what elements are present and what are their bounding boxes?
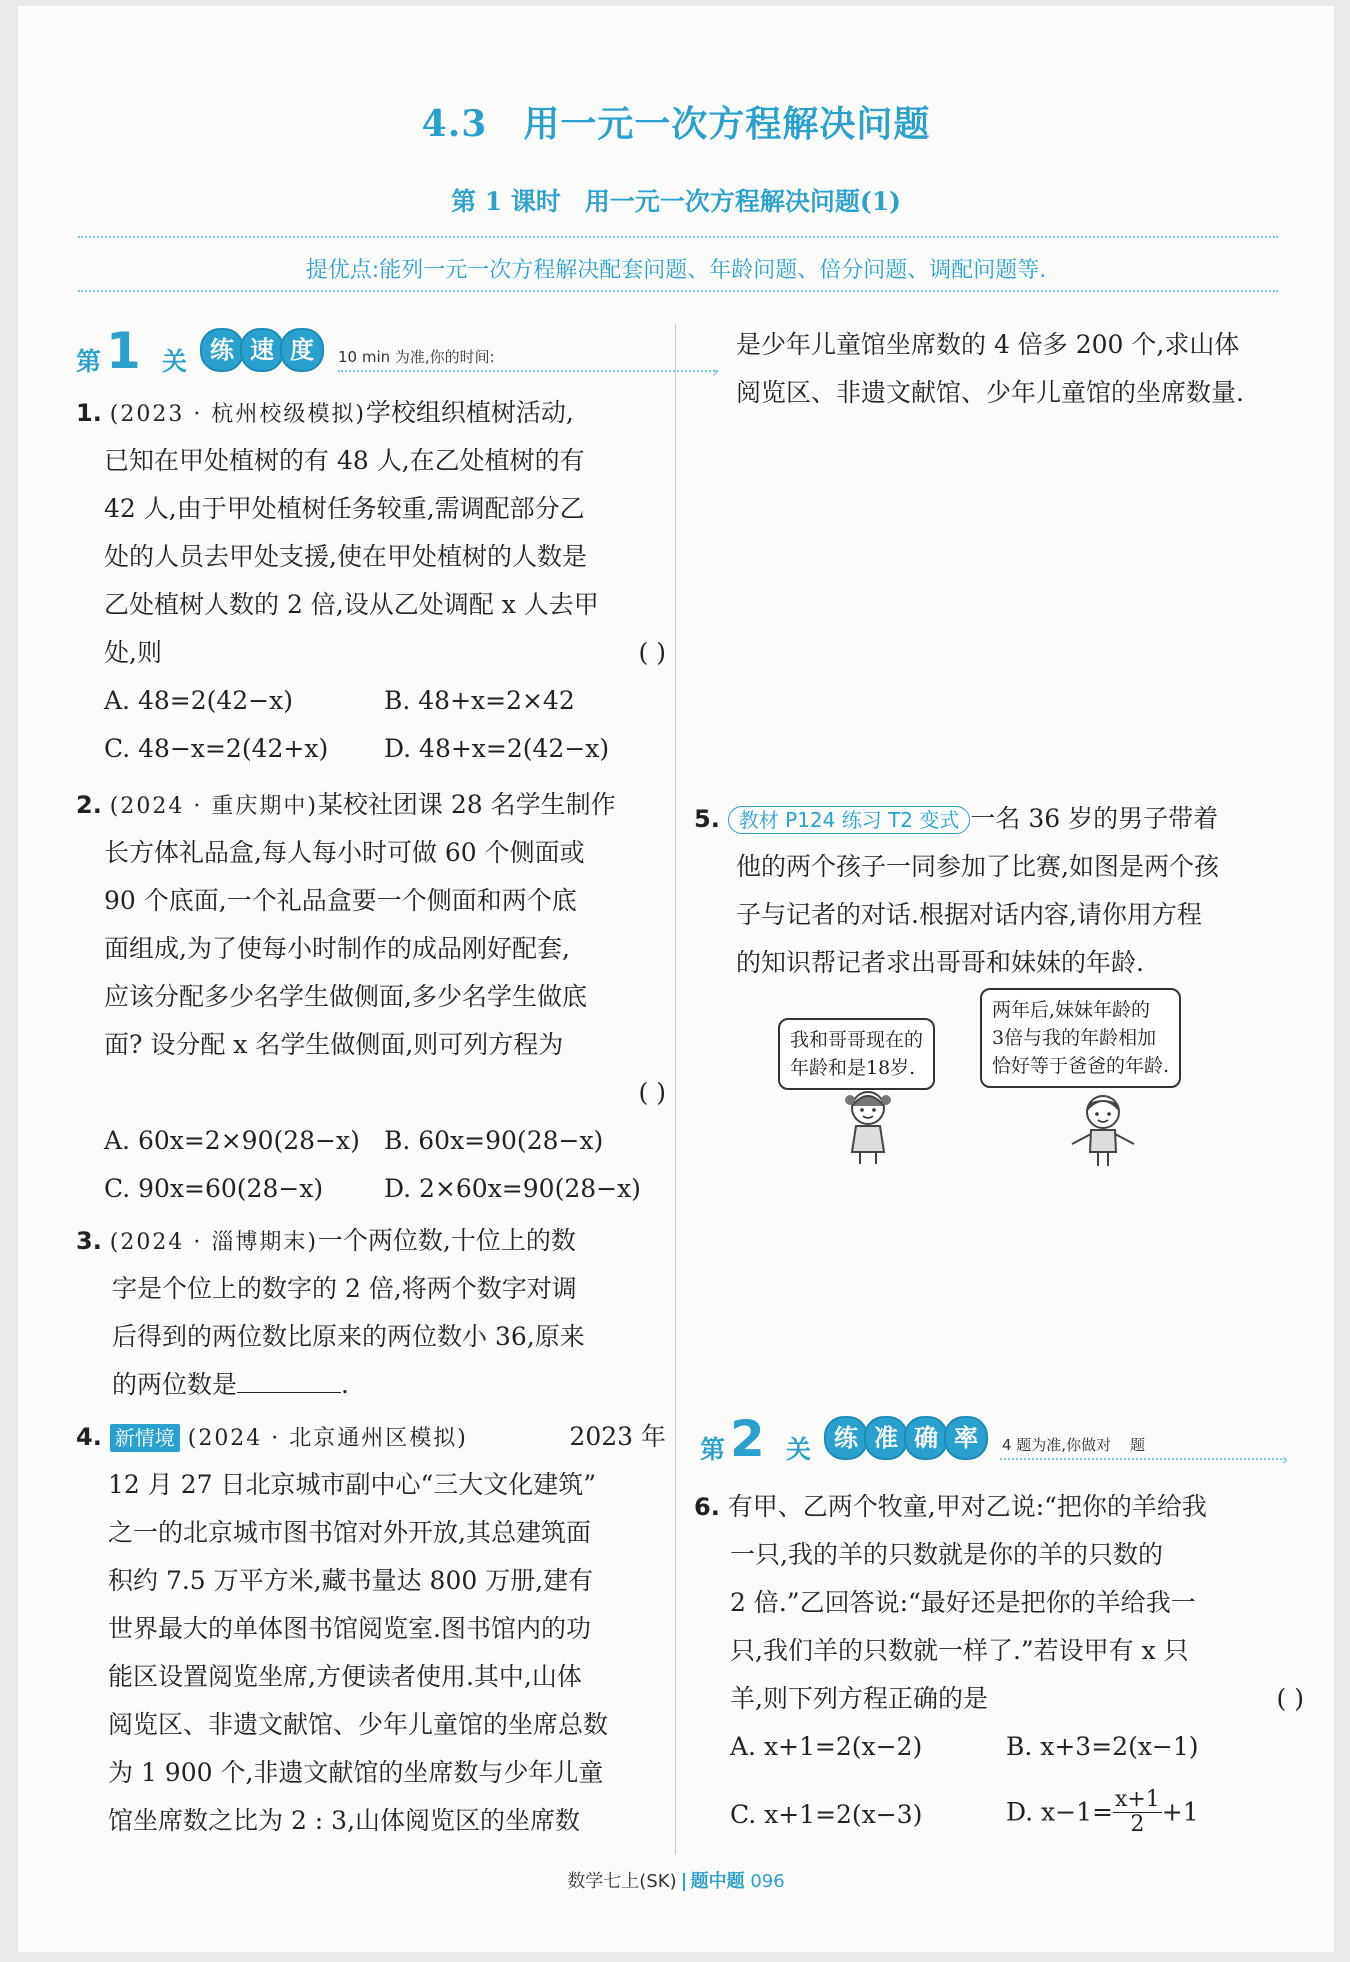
option-a: A. x+1=2(x−2) bbox=[730, 1732, 923, 1761]
question-text: 能区设置阅览坐席,方便读者使用.其中,山体 bbox=[108, 1662, 582, 1691]
series-name: 题中题 bbox=[690, 1871, 745, 1892]
question-text: 面? 设分配 x 名学生做侧面,则可列方程为 bbox=[104, 1030, 564, 1059]
question-4-continued bbox=[736, 330, 1316, 426]
question-text: 他的两个孩子一同参加了比赛,如图是两个孩 bbox=[736, 852, 1219, 881]
question-2 bbox=[76, 790, 666, 1222]
question-number: 3. bbox=[76, 1227, 102, 1255]
question-text: 阅览区、非遗文献馆、少年儿童馆的坐席数量. bbox=[736, 378, 1244, 407]
boy-icon bbox=[1058, 1090, 1148, 1170]
bubble-text: 两年后,妹妹年龄的 bbox=[992, 999, 1151, 1021]
book-title: 数学七上(SK) bbox=[567, 1871, 677, 1892]
bubble-text: 3倍与我的年龄相加 bbox=[992, 1027, 1157, 1049]
bubble-text: 恰好等于爸爸的年龄. bbox=[992, 1055, 1170, 1077]
question-source: (2024 · 淄博期末) bbox=[109, 1230, 318, 1255]
page-number: 096 bbox=[750, 1871, 785, 1892]
badge-4: 率 bbox=[944, 1416, 988, 1460]
section-number: 4.3 bbox=[421, 103, 488, 145]
question-text: 应该分配多少名学生做侧面,多少名学生做底 bbox=[104, 982, 587, 1011]
question-source: (2024 · 北京通州区模拟) bbox=[187, 1426, 468, 1451]
question-text: 有甲、乙两个牧童,甲对乙说:“把你的羊给我 bbox=[727, 1492, 1207, 1521]
question-number: 4. bbox=[76, 1423, 102, 1451]
question-text: 为 1 900 个,非遗文献馆的坐席数与少年儿童 bbox=[108, 1758, 604, 1787]
option-a: A. 48=2(42−x) bbox=[104, 686, 293, 715]
badge-3: 度 bbox=[280, 328, 324, 372]
section-2-arrow-line bbox=[1000, 1458, 1286, 1460]
fraction bbox=[1113, 1788, 1162, 1837]
page-title bbox=[18, 96, 1334, 147]
question-end: . bbox=[341, 1370, 349, 1399]
key-point: 提优点:能列一元一次方程解决配套问题、年龄问题、倍分问题、调配问题等. bbox=[305, 258, 1047, 283]
badge-2: 速 bbox=[240, 328, 284, 372]
option-d-suffix: +1 bbox=[1161, 1797, 1199, 1827]
question-text: 已知在甲处植树的有 48 人,在乙处植树的有 bbox=[104, 446, 585, 475]
question-5 bbox=[694, 804, 1304, 996]
option-a: A. 60x=2×90(28−x) bbox=[104, 1126, 360, 1155]
fraction-denominator: 2 bbox=[1130, 1812, 1145, 1837]
textbook-variant-tag: 教材 P124 练习 T2 变式 bbox=[728, 806, 971, 834]
question-4 bbox=[76, 1422, 666, 1854]
lesson-title: 用一元一次方程解决问题(1) bbox=[584, 187, 901, 216]
question-text: 的两位数是 bbox=[112, 1370, 238, 1399]
question-text: 阅览区、非遗文献馆、少年儿童馆的坐席总数 bbox=[108, 1710, 609, 1739]
girl-icon bbox=[838, 1082, 898, 1166]
question-text: 学校组织植树活动, bbox=[365, 398, 574, 427]
section-1-header bbox=[76, 322, 719, 384]
question-text: 是少年儿童馆坐席数的 4 倍多 200 个,求山体 bbox=[736, 330, 1240, 359]
question-text: 42 人,由于甲处植树任务较重,需调配部分乙 bbox=[104, 494, 585, 523]
divider-bottom bbox=[78, 290, 1278, 292]
arrow-right-icon: › bbox=[1282, 1450, 1289, 1469]
column-divider bbox=[675, 324, 676, 1854]
option-d bbox=[1006, 1788, 1199, 1837]
option-d: D. 48+x=2(42−x) bbox=[384, 734, 610, 763]
section-1-badges bbox=[200, 328, 320, 372]
option-b: B. x+3=2(x−1) bbox=[1006, 1732, 1199, 1761]
option-c: C. 48−x=2(42+x) bbox=[104, 734, 329, 763]
question-text: 积约 7.5 万平方米,藏书量达 800 万册,建有 bbox=[108, 1566, 594, 1595]
question-text: 羊,则下列方程正确的是 bbox=[730, 1684, 988, 1713]
speech-bubble-brother bbox=[980, 988, 1181, 1088]
question-text: 面组成,为了使每小时制作的成品刚好配套, bbox=[104, 934, 570, 963]
fraction-numerator: x+1 bbox=[1114, 1787, 1160, 1812]
answer-parentheses: ( ) bbox=[1276, 1684, 1304, 1713]
question-text: 某校社团课 28 名学生制作 bbox=[317, 790, 616, 819]
question-source: (2024 · 重庆期中) bbox=[109, 794, 318, 819]
page-footer bbox=[18, 1867, 1334, 1893]
question-text: 的知识帮记者求出哥哥和妹妹的年龄. bbox=[736, 948, 1144, 977]
question-text: 世界最大的单体图书馆阅览室.图书馆内的功 bbox=[108, 1614, 591, 1643]
section-1-note: 10 min 为准,你的时间: bbox=[338, 348, 495, 366]
answer-parentheses: ( ) bbox=[638, 638, 666, 667]
section-2-note: 4 题为准,你做对 题 bbox=[1002, 1436, 1146, 1454]
question-text: 子与记者的对话.根据对话内容,请你用方程 bbox=[736, 900, 1202, 929]
question-text: 90 个底面,一个礼品盒要一个侧面和两个底 bbox=[104, 886, 577, 915]
question-3 bbox=[76, 1226, 666, 1418]
bubble-text: 我和哥哥现在的 bbox=[790, 1029, 924, 1051]
option-d-prefix: D. x−1= bbox=[1006, 1797, 1113, 1827]
option-d: D. 2×60x=90(28−x) bbox=[384, 1174, 641, 1203]
section-1-guan: 关 bbox=[162, 347, 188, 376]
lesson-subtitle bbox=[18, 182, 1334, 218]
badge-1: 练 bbox=[824, 1416, 868, 1460]
question-text: 一名 36 岁的男子带着 bbox=[970, 804, 1219, 833]
badge-3: 确 bbox=[904, 1416, 948, 1460]
question-number: 6. bbox=[694, 1493, 720, 1521]
new-context-tag: 新情境 bbox=[110, 1424, 180, 1452]
question-1 bbox=[76, 398, 666, 782]
section-1-arrow-line bbox=[338, 370, 718, 372]
lesson-label: 第 1 课时 bbox=[451, 187, 561, 216]
section-2-badges bbox=[824, 1416, 984, 1460]
option-c: C. x+1=2(x−3) bbox=[730, 1800, 923, 1829]
question-text: 2023 年 bbox=[569, 1422, 666, 1451]
section-2-header bbox=[700, 1412, 1300, 1472]
question-text: 字是个位上的数字的 2 倍,将两个数字对调 bbox=[112, 1274, 577, 1303]
question-6 bbox=[694, 1492, 1304, 1848]
question-text: 处,则 bbox=[104, 638, 162, 667]
question-text: 处的人员去甲处支援,使在甲处植树的人数是 bbox=[104, 542, 587, 571]
question-text: 12 月 27 日北京城市副中心“三大文化建筑” bbox=[108, 1470, 597, 1499]
answer-parentheses: ( ) bbox=[638, 1078, 666, 1107]
question-text: 只,我们羊的只数就一样了.”若设甲有 x 只 bbox=[730, 1636, 1189, 1665]
question-number: 5. bbox=[694, 805, 720, 833]
section-1-number: 1 bbox=[106, 322, 141, 380]
section-2-number: 2 bbox=[730, 1410, 765, 1468]
section-1-di: 第 bbox=[76, 347, 102, 376]
question-text: 2 倍.”乙回答说:“最好还是把你的羊给我一 bbox=[730, 1588, 1196, 1617]
divider-top bbox=[78, 236, 1278, 238]
question-text: 之一的北京城市图书馆对外开放,其总建筑面 bbox=[108, 1518, 591, 1547]
option-b: B. 48+x=2×42 bbox=[384, 686, 575, 715]
question-text: 馆坐席数之比为 2 : 3,山体阅览区的坐席数 bbox=[108, 1806, 581, 1835]
option-b: B. 60x=90(28−x) bbox=[384, 1126, 604, 1155]
badge-1: 练 bbox=[200, 328, 244, 372]
question-text: 后得到的两位数比原来的两位数小 36,原来 bbox=[112, 1322, 585, 1351]
question-text: 一只,我的羊的只数就是你的羊的只数的 bbox=[730, 1540, 1163, 1569]
question-text: 一个两位数,十位上的数 bbox=[317, 1226, 576, 1255]
question-source: (2023 · 杭州校级模拟) bbox=[109, 402, 366, 427]
worksheet-page bbox=[18, 6, 1334, 1952]
option-c: C. 90x=60(28−x) bbox=[104, 1174, 324, 1203]
section-2-di: 第 bbox=[700, 1435, 726, 1464]
section-2-guan: 关 bbox=[786, 1435, 812, 1464]
section-title: 用一元一次方程解决问题 bbox=[523, 103, 931, 145]
footer-separator bbox=[683, 1873, 685, 1891]
bubble-text: 年龄和是18岁. bbox=[790, 1057, 916, 1079]
answer-blank[interactable] bbox=[237, 1370, 341, 1393]
question-text: 长方体礼品盒,每人每小时可做 60 个侧面或 bbox=[104, 838, 585, 867]
question-number: 1. bbox=[76, 399, 102, 427]
question-text: 乙处植树人数的 2 倍,设从乙处调配 x 人去甲 bbox=[104, 590, 599, 619]
speech-bubble-sister bbox=[778, 1018, 935, 1090]
badge-2: 准 bbox=[864, 1416, 908, 1460]
arrow-right-icon: › bbox=[712, 362, 719, 381]
question-number: 2. bbox=[76, 791, 102, 819]
